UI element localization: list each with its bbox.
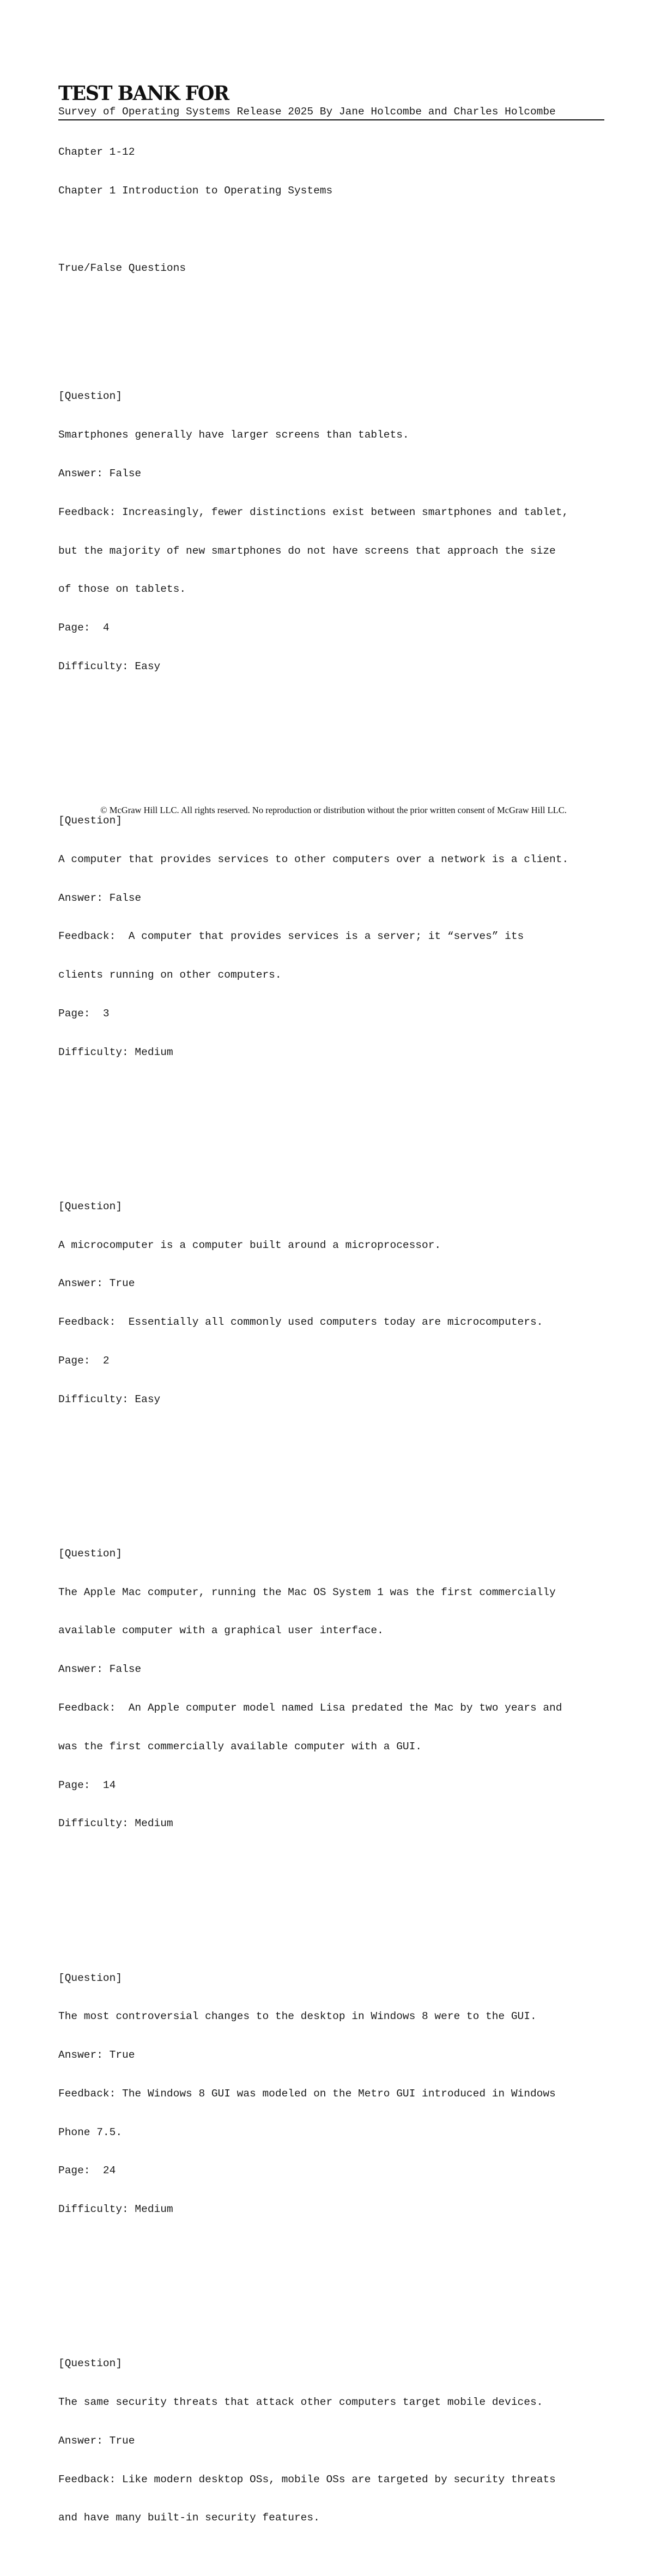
question-feedback: and have many built-in security features. [58, 2512, 320, 2524]
question-feedback: Feedback: The Windows 8 GUI was modeled on the Metro GUI introduced in Windows [58, 2087, 556, 2100]
spacer [58, 223, 609, 237]
question-feedback: Feedback: A computer that provides services is a server; it “serves” its [58, 930, 524, 943]
question-text: The same security threats that attack other computers target mobile devices. [58, 2396, 543, 2409]
question-block [58, 789, 609, 1085]
spacer [58, 2268, 609, 2281]
question-page: Page: 4 [58, 622, 110, 634]
question-block [58, 1946, 609, 2242]
question-difficulty: Difficulty: Medium [58, 1046, 173, 1058]
question-feedback: but the majority of new smartphones do not have screens that approach the size [58, 544, 556, 557]
chapter-title: Chapter 1 Introduction to Operating Systems [58, 184, 333, 197]
spacer [58, 1111, 609, 1124]
spacer [58, 1882, 609, 1895]
question-text: The Apple Mac computer, running the Mac OS System 1 was the first commercially [58, 1586, 556, 1598]
question-feedback: Feedback: Essentially all commonly used computers today are microcomputers. [58, 1316, 543, 1329]
question-text: Smartphones generally have larger screens than tablets. [58, 429, 409, 441]
question-answer: Answer: False [58, 1663, 142, 1676]
question-feedback: Phone 7.5. [58, 2126, 123, 2138]
question-answer: Answer: False [58, 468, 142, 480]
copyright-footer: © McGraw Hill LLC. All rights reserved. No reproduction or distribution without the prior written consent of McGraw Hill LLC. [100, 805, 567, 815]
document-subtitle: Survey of Operating Systems Release 2025 By Jane Holcombe and Charles Holcombe [58, 105, 604, 120]
question-feedback: clients running on other computers. [58, 969, 282, 981]
question-text: A computer that provides services to other computers over a network is a client. [58, 853, 569, 865]
question-block [58, 1175, 609, 1432]
question-difficulty: Difficulty: Easy [58, 1393, 161, 1405]
question-text: available computer with a graphical user interface. [58, 1625, 384, 1637]
question-answer: Answer: False [58, 892, 142, 904]
question-block [58, 1522, 609, 1856]
question-feedback: Feedback: Like modern desktop OSs, mobile OSs are targeted by security threats [58, 2473, 556, 2486]
question-answer: Answer: True [58, 2434, 135, 2447]
question-difficulty: Difficulty: Medium [58, 1817, 173, 1830]
spacer [58, 1458, 609, 1471]
question-block [58, 365, 609, 699]
spacer [58, 300, 609, 313]
question-page: Page: 2 [58, 1355, 110, 1367]
question-page: Page: 3 [58, 1007, 110, 1020]
question-text: A microcomputer is a computer built around a microprocessor. [58, 1239, 441, 1251]
question-feedback: was the first commercially available computer with a GUI. [58, 1740, 422, 1753]
question-answer: Answer: True [58, 1277, 135, 1290]
spacer [58, 725, 609, 738]
question-feedback: Feedback: An Apple computer model named Lisa predated the Mac by two years and [58, 1702, 562, 1714]
question-answer: Answer: True [58, 2049, 135, 2062]
question-marker: [Question] [58, 1547, 123, 1560]
question-page: Page: 24 [58, 2165, 116, 2177]
question-marker: [Question] [58, 815, 123, 827]
question-feedback: Feedback: Increasingly, fewer distinctions exist between smartphones and tablet, [58, 506, 569, 518]
question-page: Page: 14 [58, 1779, 116, 1791]
question-difficulty: Difficulty: Medium [58, 2203, 173, 2216]
question-marker: [Question] [58, 1972, 123, 1984]
question-block [58, 2332, 609, 2550]
chapter-range: Chapter 1-12 [58, 146, 135, 159]
question-marker: [Question] [58, 2357, 123, 2370]
question-marker: [Question] [58, 390, 123, 403]
question-feedback: of those on tablets. [58, 583, 186, 596]
question-text: The most controversial changes to the desktop in Windows 8 were to the GUI. [58, 2010, 537, 2023]
question-difficulty: Difficulty: Easy [58, 660, 161, 672]
section-heading: True/False Questions [58, 262, 186, 274]
question-marker: [Question] [58, 1200, 123, 1213]
document-body [58, 120, 609, 2576]
document-title: TEST BANK FOR [58, 82, 229, 106]
